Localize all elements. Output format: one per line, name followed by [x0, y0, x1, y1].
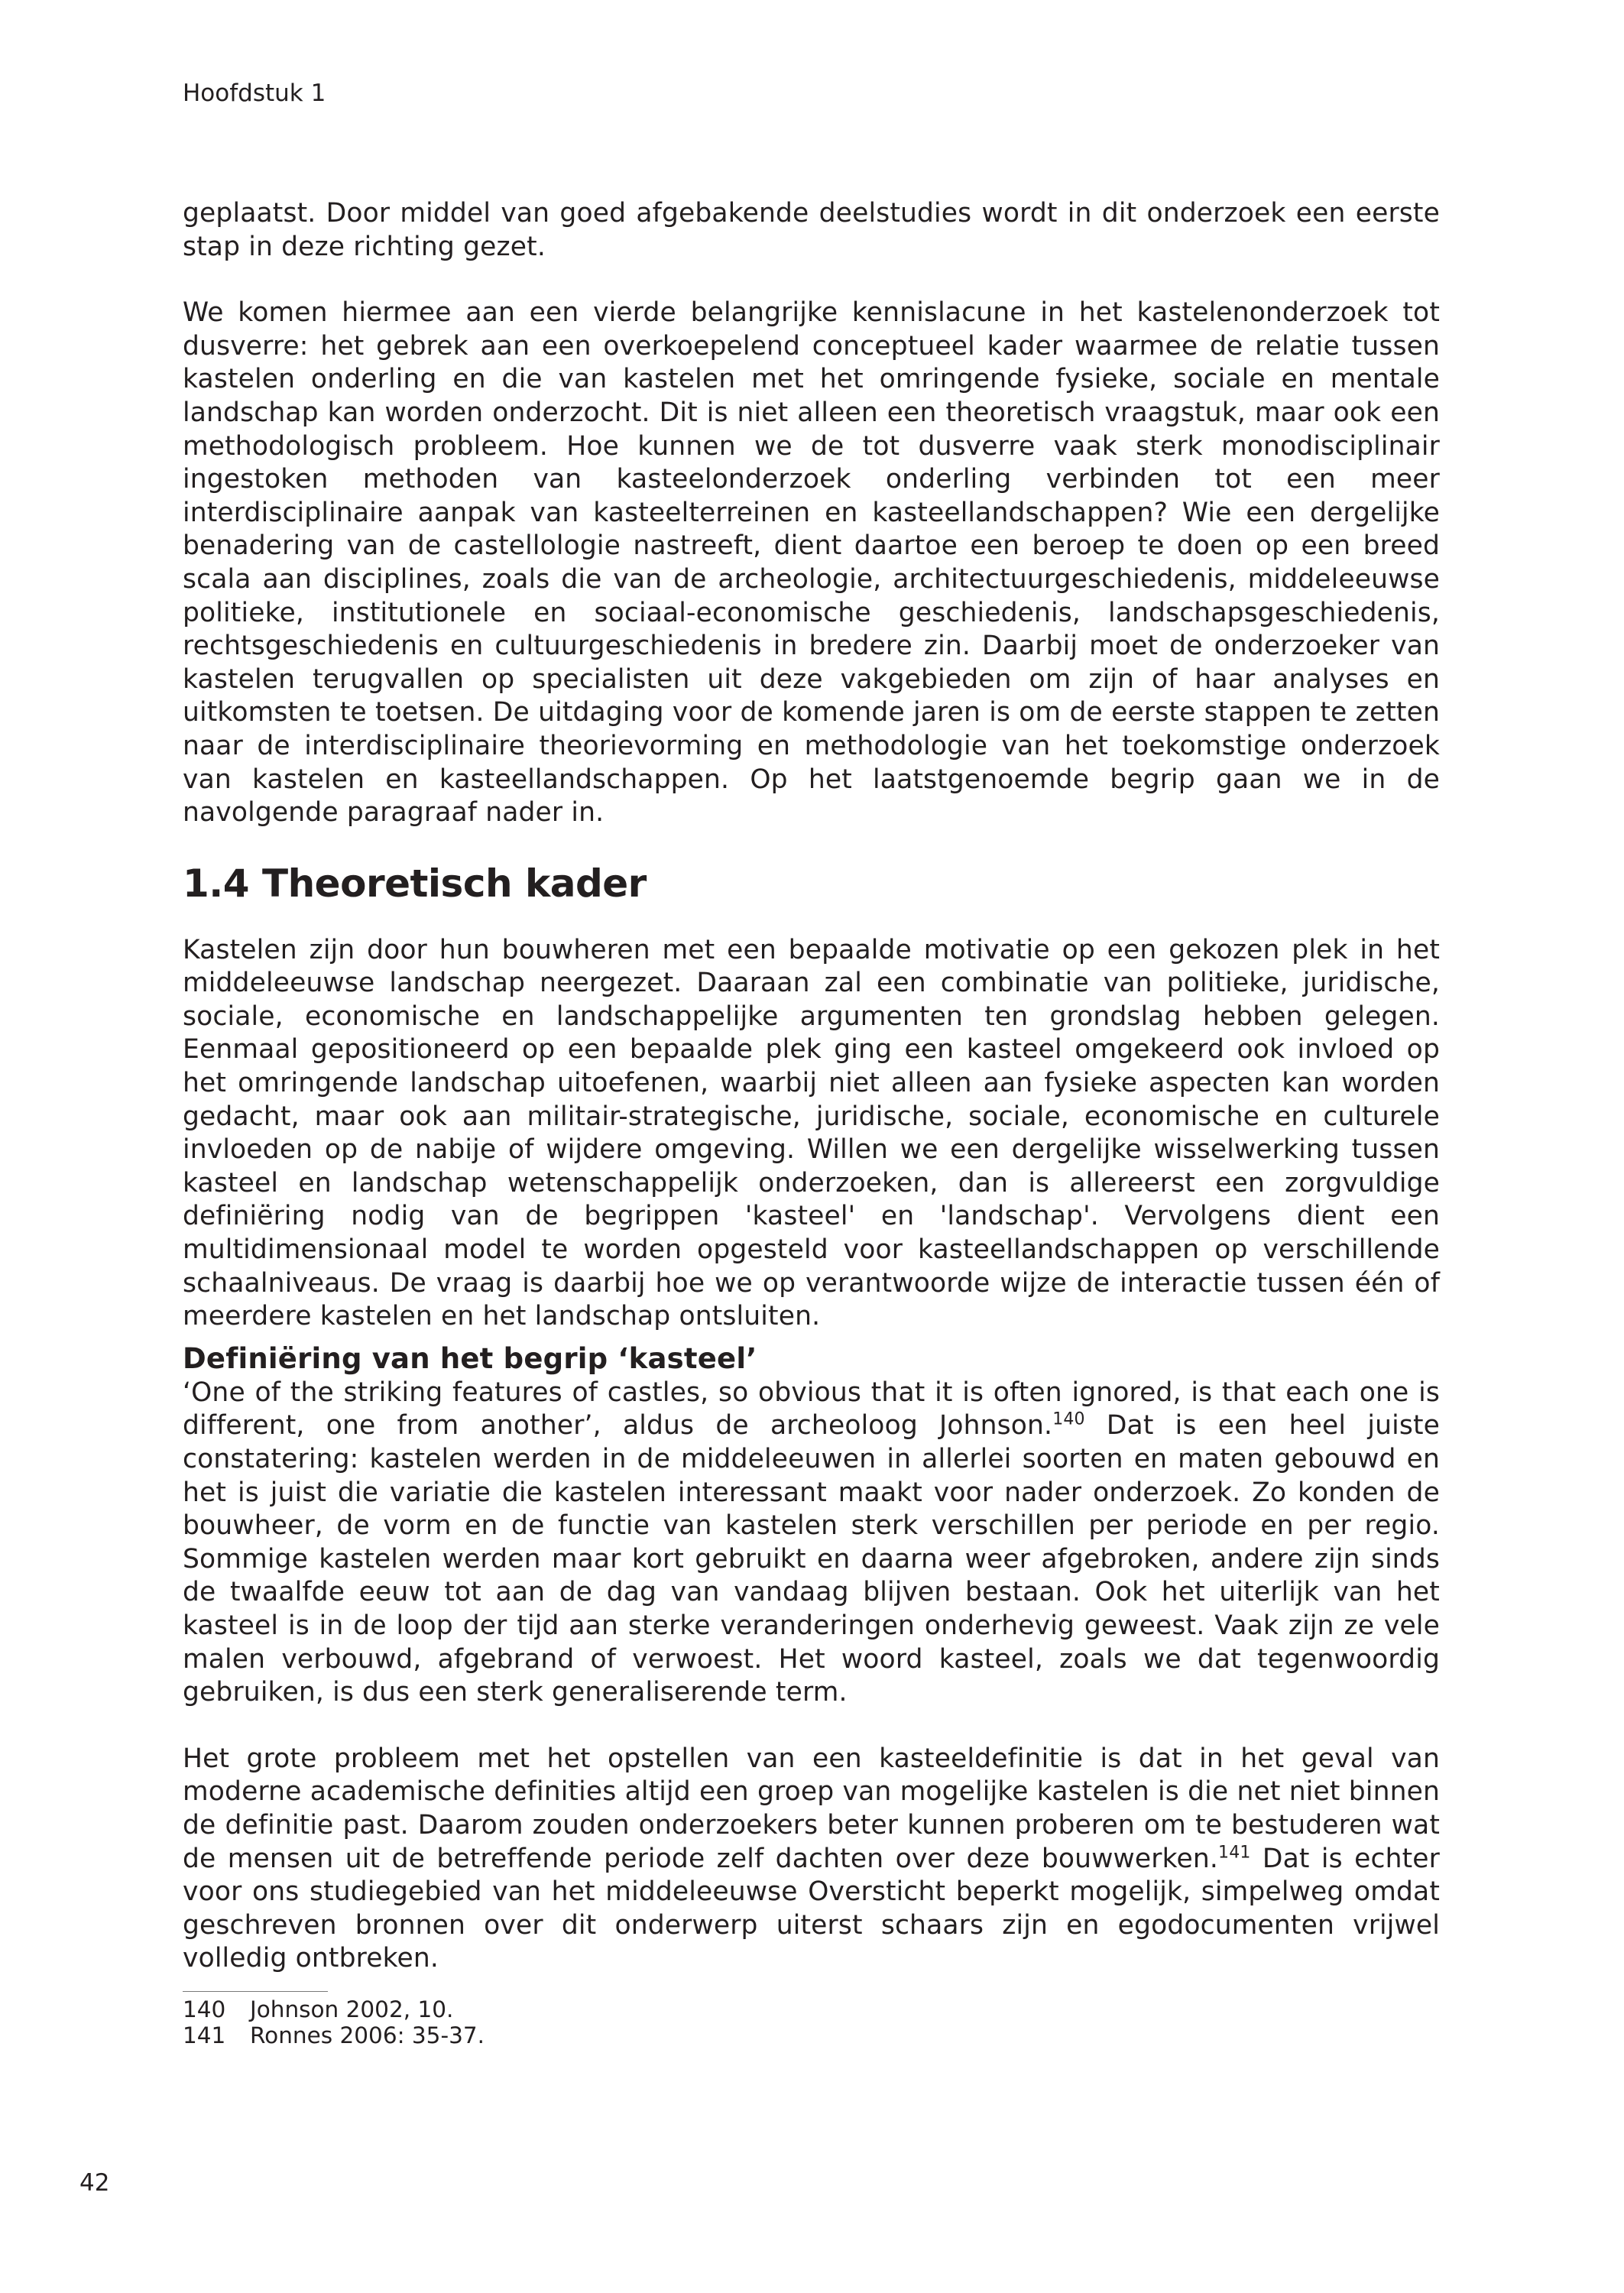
paragraph-text: ‘One of the striking features of castles, so obvious that it is often ignored, is that each one is different, one from another’, aldus de archeoloog Johnson.: [183, 1377, 1440, 1442]
footnote-number: 141: [183, 2022, 226, 2048]
paragraph-definition-1: [183, 1377, 1440, 1710]
paragraph-definition-2: [183, 1743, 1440, 1976]
footnote-text: Ronnes 2006: 35-37.: [250, 2022, 485, 2048]
paragraph-section-intro: Kastelen zijn door hun bouwheren met een bepaalde motivatie op een gekozen plek in het middeleeuwse landschap neergezet. Daaraan zal een combinatie van politieke, juridische, sociale, economische en landschappelijke argumenten ten grondslag hebben gelegen. Eenmaal gepositioneerd op een bepaalde plek ging een kasteel omgekeerd ook invloed op het omringende landschap uitoefenen, waarbij niet alleen aan fysieke aspecten kan worden gedacht, maar ook aan militair-strategische, juridische, sociale, economische en culturele invloeden op de nabije of wijdere omgeving. Willen we een dergelijke wisselwerking tussen kasteel en landschap wetenschappelijk onderzoeken, dan is allereerst een zorgvuldige definiëring nodig van de begrippen 'kasteel' en 'landschap'. Vervolgens dient een multidimensionaal model te worden opgesteld voor kasteellandschappen op verschillende schaalniveaus. De vraag is daarbij hoe we op verantwoorde wijze de interactie tussen één of meerdere kastelen en het landschap ontsluiten.: [183, 934, 1440, 1332]
section-heading: 1.4 Theoretisch kader: [183, 861, 647, 906]
page-number: 42: [79, 2169, 110, 2197]
footnote-reference[interactable]: 140: [1052, 1409, 1085, 1429]
footnote-reference[interactable]: 141: [1218, 1843, 1251, 1863]
footnote-number: 140: [183, 1996, 226, 2022]
footnote-text: Johnson 2002, 10.: [250, 1996, 454, 2022]
paragraph-text: Dat is een heel juiste constatering: kastelen werden in de middeleeuwen in allerlei soorten en maten gebouwd en het is juist die variatie die kastelen interessant maakt voor nader onderzoek. Zo konden de bouwheer, de vorm en de functie van kastelen sterk verschillen per periode en per regio. Sommige kastelen werden maar kort gebruikt en daarna weer afgebroken, andere zijn sinds de twaalfde eeuw tot aan de dag van vandaag blijven bestaan. Ook het uiterlijk van het kasteel is in de loop der tijd aan sterke veranderingen onderhevig geweest. Vaak zijn ze vele malen verbouwd, afgebrand of verwoest. Het woord kasteel, zoals we dat tegenwoordig gebruiken, is dus een sterk generaliserende term.: [183, 1410, 1440, 1708]
paragraph-text: Het grote probleem met het opstellen van een kasteeldefinitie is dat in het geval van moderne academische definities altijd een groep van mogelijke kastelen is die net niet binnen de definitie past. Daarom zouden onderzoekers beter kunnen proberen om te bestuderen wat de mensen uit de betreffende periode zelf dachten over deze bouwwerken.: [183, 1743, 1440, 1874]
paragraph-text: Dat is echter voor ons studiegebied van het middeleeuwse Oversticht beperkt mogelijk, simpelweg omdat geschreven bronnen over dit onderwerp uiterst schaars zijn en egodocumenten vrijwel volledig ontbreken.: [183, 1843, 1440, 1974]
subsection-heading: Definiëring van het begrip ‘kasteel’: [183, 1341, 757, 1375]
footnote: [183, 1996, 1440, 2022]
page-body: [183, 197, 1440, 2048]
paragraph-knowledge-gap: We komen hiermee aan een vierde belangrijke kennislacune in het kastelenonderzoek tot dusverre: het gebrek aan een overkoepelend conceptueel kader waarmee de relatie tussen kastelen onderling en die van kastelen met het omringende fysieke, sociale en mentale landschap kan worden onderzocht. Dit is niet alleen een theoretisch vraagstuk, maar ook een methodologisch probleem. Hoe kunnen we de tot dusverre vaak sterk monodisciplinair ingestoken methoden van kasteelonderzoek onderling verbinden tot een meer interdisciplinaire aanpak van kasteelterreinen en kasteellandschappen? Wie een dergelijke benadering van de castellologie nastreeft, dient daartoe een beroep te doen op een breed scala aan disciplines, zoals die van de archeologie, architectuurgeschiedenis, middeleeuwse politieke, institutionele en sociaal-economische geschiedenis, landschapsgeschiedenis, rechtsgeschiedenis en cultuurgeschiedenis in bredere zin. Daarbij moet de onderzoeker van kastelen terugvallen op specialisten uit deze vakgebieden om zijn of haar analyses en uitkomsten te toetsen. De uitdaging voor de komende jaren is om de eerste stappen te zetten naar de interdisciplinaire theorievorming en methodologie van het toekomstige onderzoek van kastelen en kasteellandschappen. Op het laatstgenoemde begrip gaan we in de navolgende paragraaf nader in.: [183, 297, 1440, 829]
footnote-divider: [183, 1991, 328, 1992]
footnote: [183, 2022, 1440, 2048]
running-head: Hoofdstuk 1: [183, 79, 326, 107]
paragraph-continuation: geplaatst. Door middel van goed afgebakende deelstudies wordt in dit onderzoek een eerste stap in deze richting gezet.: [183, 198, 1440, 262]
